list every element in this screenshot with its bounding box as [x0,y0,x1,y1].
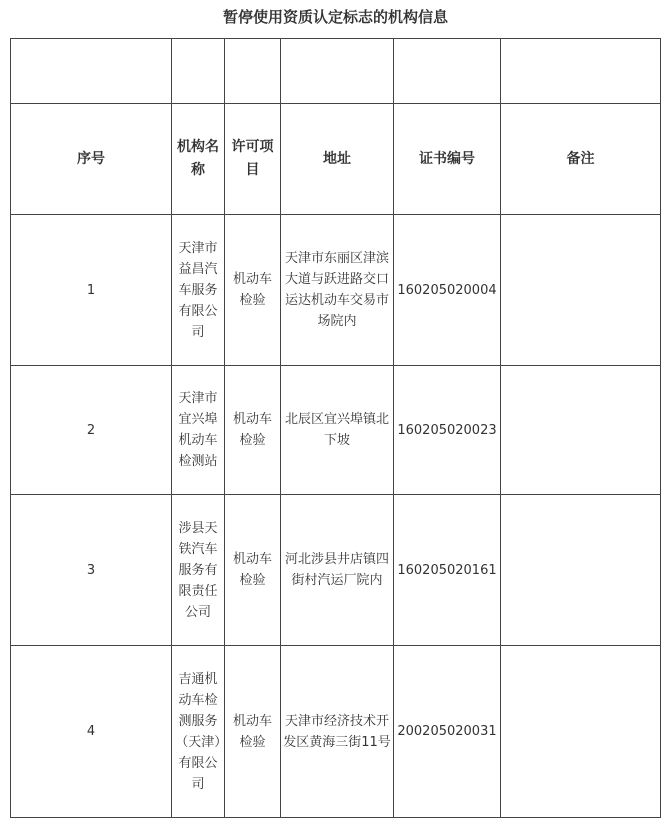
institution-table [10,38,661,818]
cell-item: 机动车检验 [225,646,281,818]
cell-address: 天津市东丽区津滨大道与跃进路交口运达机动车交易市场院内 [281,215,394,366]
cell-item: 机动车检验 [225,215,281,366]
table-cell [394,39,501,104]
table-row [11,366,661,495]
cell-index: 2 [11,366,172,495]
header-item: 许可项目 [225,104,281,215]
cell-address: 天津市经济技术开发区黄海三街11号 [281,646,394,818]
cell-index: 4 [11,646,172,818]
table-row [11,495,661,646]
cell-address: 北辰区宜兴埠镇北下坡 [281,366,394,495]
cell-note [501,215,661,366]
cell-note [501,646,661,818]
cell-name: 天津市益昌汽车服务有限公司 [172,215,225,366]
cell-index: 3 [11,495,172,646]
header-note: 备注 [501,104,661,215]
cell-cert: 200205020031 [394,646,501,818]
cell-item: 机动车检验 [225,366,281,495]
cell-note [501,366,661,495]
cell-cert: 160205020023 [394,366,501,495]
cell-address: 河北涉县井店镇四街村汽运厂院内 [281,495,394,646]
cell-cert: 160205020161 [394,495,501,646]
page-title: 暂停使用资质认定标志的机构信息 [222,8,448,26]
table-cell [11,39,172,104]
table-row [11,215,661,366]
header-address: 地址 [281,104,394,215]
table-cell [225,39,281,104]
cell-name: 天津市宜兴埠机动车检测站 [172,366,225,495]
cell-index: 1 [11,215,172,366]
blank-row [11,39,661,104]
table-header-row [11,104,661,215]
cell-name: 涉县天铁汽车服务有限责任公司 [172,495,225,646]
table-row [11,646,661,818]
cell-cert: 160205020004 [394,215,501,366]
cell-item: 机动车检验 [225,495,281,646]
table-cell [501,39,661,104]
cell-note [501,495,661,646]
table-cell [281,39,394,104]
header-name: 机构名称 [172,104,225,215]
table-cell [172,39,225,104]
cell-name: 吉通机动车检测服务（天津）有限公司 [172,646,225,818]
header-index: 序号 [11,104,172,215]
header-cert: 证书编号 [394,104,501,215]
